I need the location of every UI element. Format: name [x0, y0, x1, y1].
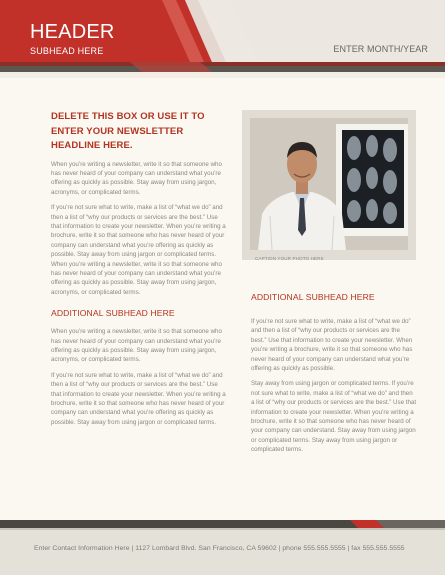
left-paragraph-4: If you’re not sure what to write, make a list of “what we do” and then a list of “why our products or services are the best.” Use that information to create your newsletter. When you’re writing a brochure, write it so that someone who has never heard of your company can understand what you’re offering as quickly as possible. Stay away from using jargon or complicated terms.	[51, 371, 226, 426]
doctor-photo	[250, 118, 408, 250]
right-subhead: ADDITIONAL SUBHEAD HERE	[251, 292, 375, 302]
header-title: HEADER	[30, 21, 115, 43]
header-band	[0, 0, 445, 78]
photo-caption: CAPTION YOUR PHOTO HERE	[255, 256, 324, 261]
left-column	[51, 110, 229, 433]
photo-frame	[242, 110, 416, 260]
left-paragraph-1: When you’re writing a newsletter, write it so that someone who has never heard of your company can understand what you’re offering as quickly as possible. Stay away from using jargon, acronyms, or complicated terms.	[51, 160, 222, 196]
header-subhead: SUBHEAD HERE	[30, 46, 104, 56]
header-date: ENTER MONTH/YEAR	[333, 44, 428, 54]
left-paragraph-3: When you’re writing a newsletter, write it so that someone who has never heard of your company can understand what you’re offering as quickly as possible. Stay away from using jargon, acronyms, or complicated terms.	[51, 328, 222, 364]
left-subhead: ADDITIONAL SUBHEAD HERE	[51, 308, 175, 319]
footer-contact: Enter Contact Information Here | 1127 Lombard Blvd. San Francisco, CA 59602 | phone 555.555.5555 | fax 555.555.5555	[34, 545, 405, 552]
right-paragraph-2: Stay away from using jargon or complicated terms. If you’re not sure what to write, make a list of “what we do” and then a list of “why our products or services are the best.” Use that information to create your newsletter. When you’re writing a brochure, write it so that someone who has never heard of your company can understand. Stay away from using jargon or complicated terms. Stay away from using jargon or complicated terms.	[251, 380, 417, 454]
left-paragraph-2: If you’re not sure what to write, make a list of “what we do” and then a list of “why our products or services are the best.” Use that information to create your newsletter. When you’re writing a brochure, write it so that someone who has never heard of your company can understand what you’re offering as quickly as possible. Stay away from using jargon or complicated terms. When you’re writing a newsletter, write it so that someone who has never heard of your company can understand what you’re offering as quickly as possible. Stay away from using jargon, acronyms, or complicated terms.	[51, 204, 226, 296]
right-column	[251, 292, 417, 461]
newsletter-headline: DELETE THIS BOX OR USE IT TO ENTER YOUR NEWSLETTER HEADLINE HERE.	[51, 111, 205, 151]
right-paragraph-1: If you’re not sure what to write, make a list of “what we do” and then a list of “why our products or services are the best.” Use that information to create your newsletter. When you’re writing a brochure, write it so that someone who has never heard of your company can understand what you’re offering as quickly as possible.	[251, 318, 413, 373]
